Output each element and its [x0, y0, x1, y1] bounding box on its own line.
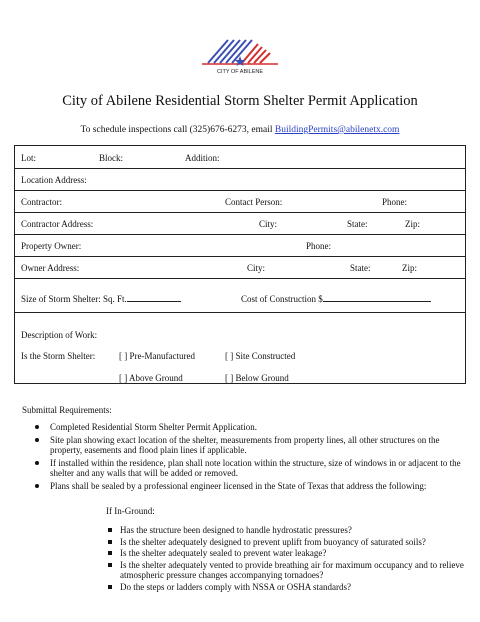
city-logo [198, 30, 282, 76]
location-row [15, 168, 465, 191]
list-item: Do the steps or ladders comply with NSSA or OSHA standards? [106, 582, 464, 593]
construction-cost-line [323, 292, 431, 302]
block-field[interactable]: Block: [99, 153, 123, 163]
contractor-zip-field[interactable]: Zip: [405, 219, 420, 229]
in-ground-heading: If In-Ground: [106, 506, 155, 516]
owner-city-field[interactable]: City: [247, 263, 266, 273]
city-logo-icon [198, 30, 282, 76]
owner-zip-field[interactable]: Zip: [402, 263, 417, 273]
lot-row [15, 146, 465, 169]
contractor-city-field[interactable]: City: [259, 219, 278, 229]
owner-address-row [15, 256, 465, 279]
city-logo-text: CITY OF ABILENE [216, 69, 264, 75]
list-item: Is the shelter adequately designed to prevent uplift from buoyancy of saturated soils? [106, 537, 464, 548]
property-owner-row [15, 234, 465, 257]
shelter-type-label: Is the Storm Shelter: [21, 351, 96, 361]
list-item: Is the shelter adequately vented to provide breathing air for maximum occupancy and to relieve atmospheric pressure changes accompanying tornadoes? [106, 560, 464, 581]
contractor-field[interactable]: Contractor: [21, 197, 62, 207]
owner-address-field[interactable]: Owner Address: [21, 263, 80, 273]
list-item: Has the structure been designed to handle hydrostatic pressures? [106, 525, 464, 536]
list-item: If installed within the residence, plan shall note location within the structure, size of windows in or adjacent to the shelter and any walls that will be added or removed. [22, 458, 464, 479]
page-title: City of Abilene Residential Storm Shelter Permit Application [62, 93, 418, 109]
pre-manufactured-checkbox[interactable]: [ ] Pre-Manufactured [119, 351, 195, 361]
owner-state-field[interactable]: State: [350, 263, 371, 273]
inspection-contact-text: To schedule inspections call (325)676-6273, email [80, 125, 275, 135]
contact-person-field[interactable]: Contact Person: [225, 197, 283, 207]
list-item: Completed Residential Storm Shelter Permit Application. [22, 422, 464, 433]
contractor-address-field[interactable]: Contractor Address: [21, 219, 94, 229]
property-owner-field[interactable]: Property Owner: [21, 241, 82, 251]
addition-field[interactable]: Addition: [185, 153, 220, 163]
shelter-size-label: Size of Storm Shelter: Sq. Ft. [21, 294, 127, 304]
construction-cost-label: Cost of Construction $ [241, 294, 323, 304]
list-item: Site plan showing exact location of the shelter, measurements from property lines, all other structures on the property, easements and flood plain lines if applicable. [22, 435, 464, 456]
below-ground-checkbox[interactable]: [ ] Below Ground [225, 373, 289, 383]
list-item: Is the shelter adequately sealed to prevent water leakage? [106, 548, 464, 559]
site-constructed-checkbox[interactable]: [ ] Site Constructed [225, 351, 296, 361]
inspection-contact [0, 125, 480, 135]
size-cost-row [15, 278, 465, 313]
in-ground-list [106, 525, 464, 593]
location-address-field[interactable]: Location Address: [21, 175, 87, 185]
contractor-phone-field[interactable]: Phone: [382, 197, 408, 207]
requirements-list [22, 422, 464, 493]
list-item: Plans shall be sealed by a professional engineer licensed in the State of Texas that address the following: [22, 481, 464, 492]
email-link[interactable]: BuildingPermits@abilenetx.com [274, 125, 400, 135]
shelter-size-line [127, 292, 181, 302]
contractor-row [15, 190, 465, 213]
above-ground-checkbox[interactable]: [ ] Above Ground [119, 373, 183, 383]
contractor-state-field[interactable]: State: [347, 219, 368, 229]
owner-phone-field[interactable]: Phone: [306, 241, 332, 251]
lot-field[interactable]: Lot: [21, 153, 36, 163]
contractor-address-row [15, 212, 465, 235]
description-label: Description of Work: [21, 330, 98, 340]
shelter-size-field[interactable] [21, 292, 181, 304]
permit-form [14, 145, 466, 384]
requirements-heading: Submittal Requirements: [22, 405, 112, 415]
construction-cost-field[interactable] [241, 292, 431, 304]
